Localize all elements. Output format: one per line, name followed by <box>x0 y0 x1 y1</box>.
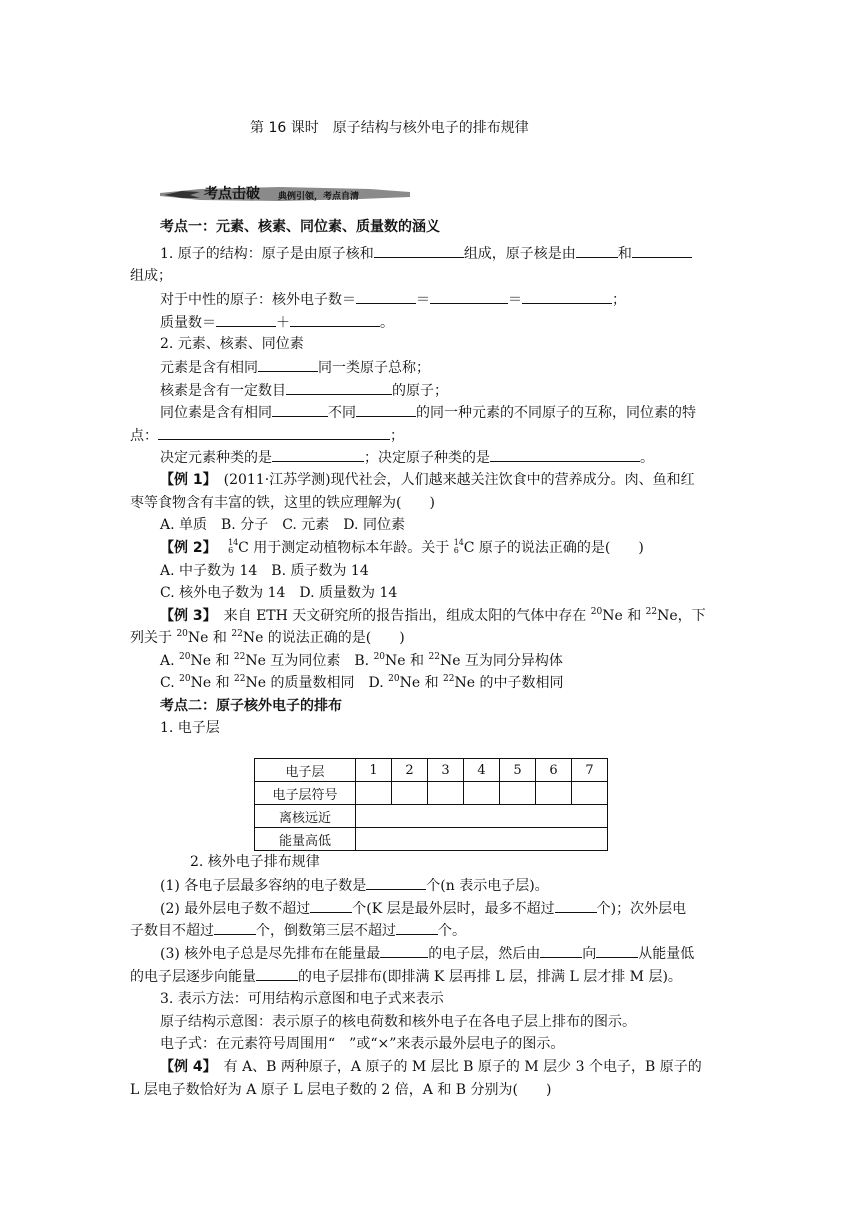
example-3: 【例 3】 来自 ETH 天文研究所的报告指出，组成太阳的气体中存在 $^{20}$Ne 和 $^{22}$Ne，下 <box>160 607 706 624</box>
table-row <box>255 805 608 828</box>
table-cell <box>464 782 500 805</box>
electron-shell-table <box>254 758 608 851</box>
table-row <box>255 782 608 805</box>
table-cell: 1 <box>356 759 392 782</box>
text-line: (3) 核外电子总是尽先排布在能量最 的电子层，然后由 向 从能量低 <box>160 943 694 964</box>
example-2: 【例 2】 14 6 C 用于测定动植物标本年龄。关于 14 6 C 原子的说法正确的是( ) <box>160 538 644 556</box>
example-1: 【例 1】 (2011·江苏学测)现代社会，人们越来越关注饮食中的营养成分。肉、鱼和红 <box>160 472 695 488</box>
table-cell <box>572 782 608 805</box>
text-line: 核素是含有一定数目 的原子； <box>160 380 448 401</box>
section2-heading: 考点二：原子核外电子的排布 <box>160 698 342 714</box>
table-cell: 离核远近 <box>255 805 356 828</box>
banner-subtitle: 典例引领，考点自清 <box>278 192 360 202</box>
text-line: C. $^{20}$Ne 和 $^{22}$Ne 的质量数相同 D. $^{20}$Ne 和 $^{22}$Ne 的中子数相同 <box>160 674 564 691</box>
table-cell <box>356 828 608 851</box>
text-line: A. 中子数为 14 B. 质子数为 14 <box>160 563 369 579</box>
text-line: L 层电子数恰好为 A 原子 L 层电子数的 2 倍，A 和 B 分别为( ) <box>130 1082 552 1098</box>
text-line: (2) 最外层电子数不超过 个(K 层是最外层时，最多不超过 个)；次外层电 <box>160 898 686 919</box>
text-line: A. $^{20}$Ne 和 $^{22}$Ne 互为同位素 B. $^{20}$Ne 和 $^{22}$Ne 互为同分异构体 <box>160 652 563 669</box>
text-line: 2. 元素、核素、同位素 <box>160 336 304 352</box>
table-row <box>255 759 608 782</box>
table-cell: 电子层符号 <box>255 782 356 805</box>
text-line: 的电子层逐步向能量 的电子层排布(即排满 K 层再排 L 层，排满 L 层才排 M 层)。 <box>130 966 682 987</box>
text-line: 子数目不超过 个，倒数第三层不超过 个。 <box>130 920 466 941</box>
table-cell <box>356 782 392 805</box>
text-line: C. 核外电子数为 14 D. 质量数为 14 <box>160 585 398 601</box>
text-line: 3. 表示方法：可用结构示意图和电子式来表示 <box>160 991 444 1007</box>
text-line: 1. 原子的结构：原子是由原子核和 组成，原子核是由 和 <box>160 243 692 264</box>
text-line: (1) 各电子层最多容纳的电子数是 个(n 表示电子层)。 <box>160 875 549 896</box>
text-line: 列关于 $^{20}$Ne 和 $^{22}$Ne 的说法正确的是( ) <box>130 629 405 646</box>
text-line: 对于中性的原子：核外电子数＝ ＝ ＝ ； <box>160 289 626 310</box>
text-line: 质量数＝ ＋ 。 <box>160 312 394 333</box>
example-4: 【例 4】 有 A、B 两种原子，A 原子的 M 层比 B 原子的 M 层少 3 个电子，B 原子的 <box>160 1059 702 1075</box>
text-line: 点： ； <box>130 425 404 446</box>
table-cell: 3 <box>428 759 464 782</box>
text-line: 2. 核外电子排布规律 <box>190 854 320 870</box>
table-cell: 6 <box>536 759 572 782</box>
isotope-notation: 14 6 <box>228 538 239 555</box>
text-line: 同位素是含有相同 不同 的同一种元素的不同原子的互称，同位素的特 <box>160 402 696 423</box>
table-cell: 能量高低 <box>255 828 356 851</box>
text-line: 元素是含有相同 同一类原子总称； <box>160 357 430 378</box>
text-line: 组成； <box>130 268 172 284</box>
example-1-options: A. 单质 B. 分子 C. 元素 D. 同位素 <box>160 517 405 533</box>
table-cell <box>392 782 428 805</box>
text-line: 原子结构示意图：表示原子的核电荷数和核外电子在各电子层上排布的图示。 <box>160 1014 636 1030</box>
lesson-number: 第 16 课时 <box>250 120 319 136</box>
table-cell: 4 <box>464 759 500 782</box>
section-banner <box>160 183 410 205</box>
section1-heading: 考点一：元素、核素、同位素、质量数的涵义 <box>160 219 440 235</box>
text-line: 枣等食物含有丰富的铁，这里的铁应理解为( ) <box>130 495 435 511</box>
table-cell: 5 <box>500 759 536 782</box>
text-line: 决定元素种类的是 ；决定原子种类的是 。 <box>160 447 654 468</box>
text-line: 1. 电子层 <box>160 720 220 736</box>
text-line: 电子式：在元素符号周围用“ ”或“×”来表示最外层电子的图示。 <box>160 1036 565 1052</box>
table-cell <box>500 782 536 805</box>
page-title <box>250 118 529 138</box>
isotope-notation: 14 6 <box>453 538 464 555</box>
table-cell: 7 <box>572 759 608 782</box>
table-cell: 2 <box>392 759 428 782</box>
banner-title: 考点击破 <box>204 186 260 202</box>
table-cell: 电子层 <box>255 759 356 782</box>
lesson-title: 原子结构与核外电子的排布规律 <box>332 120 529 136</box>
table-cell <box>356 805 608 828</box>
table-cell <box>428 782 464 805</box>
table-cell <box>536 782 572 805</box>
table-row <box>255 828 608 851</box>
